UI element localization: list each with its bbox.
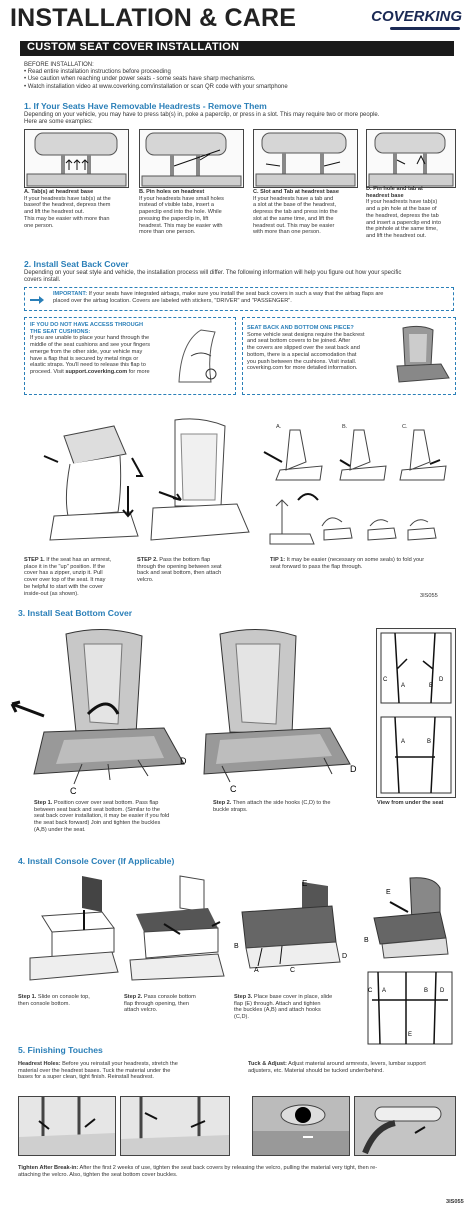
- finishing-text: Adjust material around armrests, levers, lumbar support: [288, 1061, 426, 1067]
- fold-seat-forward-illustration: [262, 490, 454, 552]
- important-text: placed over the airbag location. Covers are labeled with stickers, "DRIVER" and "PASSENGER".: [53, 297, 292, 304]
- buckle-b-label: B: [234, 943, 239, 950]
- headrest-image-a: [24, 129, 129, 188]
- step-text: the buckles (A,B) and attach hooks: [234, 1007, 321, 1014]
- section-1-intro-line: Here are some examples:: [24, 119, 93, 126]
- section-2-heading: 2. Install Seat Back Cover: [24, 259, 129, 269]
- option-b-label: B.: [342, 424, 348, 430]
- no-access-title: THE SEAT CUSHIONS:: [30, 328, 91, 335]
- hook-c-label: C: [290, 967, 296, 974]
- caption-line: the headrest, depress the tab: [366, 212, 439, 219]
- section-2-intro-line: Depending on your seat style and vehicle, the installation process will differ. The following information will help you figure out how your specific: [24, 270, 402, 276]
- caption-line: and a pin hole at the base of: [366, 206, 437, 213]
- doc-code: 3IS055: [420, 593, 438, 599]
- step-text: Pass console bottom: [143, 994, 196, 1000]
- strap-a-label: A: [401, 683, 406, 689]
- step-text: (C,D).: [234, 1014, 249, 1021]
- seat-bottom-step-1: [34, 800, 212, 834]
- caption-b: [139, 189, 249, 236]
- lever-tuck-illustration: [355, 1097, 455, 1155]
- caption-a: [24, 189, 132, 229]
- step-text: seat back cover installation, it may be easier if you fold: [34, 813, 170, 820]
- seat-bottom-step1-illustration: [4, 624, 204, 799]
- caption-c-title: C. Slot and Tab at headrest base: [253, 189, 339, 195]
- step-label: Step 3.: [234, 994, 253, 1000]
- before-item: • Read entire installation instructions before proceeding: [24, 69, 171, 76]
- hook-d-label: D: [350, 764, 357, 774]
- step-text: cover over top of the seat. It may: [24, 577, 106, 584]
- seat-back-step1-illustration: [34, 416, 144, 546]
- flap-e-label: E: [386, 889, 391, 896]
- important-box: [24, 287, 454, 311]
- caption-line: with more than one person.: [253, 229, 321, 236]
- support-link[interactable]: support.coverking.com: [65, 368, 128, 375]
- one-piece-line: Some vehicle seat designs require the backrest: [247, 331, 365, 338]
- console-under-straps-illustration: [366, 970, 454, 1046]
- tighten-label: Tighten After Break-in:: [18, 1165, 79, 1171]
- console-step-1: [18, 994, 118, 1007]
- subtitle: CUSTOM SEAT COVER INSTALLATION: [27, 41, 240, 53]
- seat-back-tip: [270, 557, 456, 570]
- strap-b-label: B: [424, 988, 429, 994]
- step-label: STEP 1.: [24, 557, 45, 563]
- step-label: Step 2.: [124, 994, 143, 1000]
- step-text: then console bottom.: [18, 1000, 70, 1007]
- caption-line: paperclip end into the hole. While: [139, 209, 222, 216]
- step-label: Step 2.: [213, 800, 232, 806]
- tip-label: TIP 1:: [270, 557, 286, 563]
- console-step1-illustration: [22, 872, 122, 982]
- step-label: Step 1.: [18, 994, 37, 1000]
- console-step-2: [124, 994, 232, 1014]
- important-label: IMPORTANT:: [53, 291, 88, 297]
- tip-text: seat forward to pass the flap through.: [270, 563, 363, 570]
- step-label: STEP 2.: [137, 557, 158, 563]
- no-access-line: proceed. Visit: [30, 368, 66, 375]
- step-text: flap (E) through. Attach and tighten: [234, 1000, 321, 1007]
- coverking-logo: COVERKING: [371, 8, 462, 25]
- caption-c: [253, 189, 365, 236]
- caption-line: one person.: [24, 222, 54, 229]
- finishing-text: adjusters, etc. Material should be tucked under/behind.: [248, 1067, 384, 1074]
- headrest-hole-image-1: [18, 1096, 116, 1156]
- headrest-holes-text: [18, 1061, 228, 1081]
- pointing-hand-icon: [29, 291, 45, 307]
- caption-line: instead of visible tabs, insert a: [139, 202, 214, 209]
- option-a-label: A.: [276, 424, 282, 430]
- hook-d-label: D: [180, 756, 187, 766]
- strap-e-label: E: [408, 1032, 413, 1038]
- seat-flap-ring-illustration: [171, 322, 233, 392]
- caption-b-title: B. Pin holes on headrest: [139, 189, 205, 195]
- caption-line: and lift the headrest out.: [366, 232, 427, 239]
- section-5-heading: 5. Finishing Touches: [18, 1045, 103, 1055]
- before-item: • Watch installation video at www.coverking.com/installation or scan QR code with your smartphone: [24, 83, 288, 90]
- caption-line: depress the tab and press into the: [253, 209, 338, 216]
- one-piece-seat-illustration: [391, 322, 453, 390]
- step-text: cover has a zipper, unzip it. Pull: [24, 570, 103, 577]
- section-4-heading: 4. Install Console Cover (If Applicable): [18, 856, 175, 866]
- before-title: BEFORE INSTALLATION:: [24, 62, 94, 68]
- step-text: place it in the "up" position. If the: [24, 563, 106, 570]
- flap-e-label: E: [302, 879, 308, 888]
- slot-tab-illustration: [254, 130, 357, 187]
- page-title: INSTALLATION & CARE: [10, 4, 297, 32]
- step-text: Place base cover in place, slide: [253, 994, 333, 1000]
- armrest-tuck-illustration: [253, 1097, 349, 1155]
- one-piece-line: you push between the cushions. Visit install.: [247, 358, 357, 365]
- headrest-image-d: [366, 129, 456, 188]
- caption-line: headrest out. This may be easier: [253, 222, 335, 229]
- section-1-heading: 1. If Your Seats Have Removable Headrests - Remove Them: [24, 101, 267, 111]
- caption-line: pressing the paperclip in, lift: [139, 215, 209, 222]
- pin-hole-tab-illustration: [367, 130, 455, 187]
- one-piece-line: coverking.com for more detailed information.: [247, 365, 358, 372]
- pin-hole-illustration: [140, 130, 243, 187]
- tuck-image-2: [354, 1096, 456, 1156]
- tighten-text: [18, 1165, 458, 1178]
- no-access-line: for more: [127, 368, 150, 375]
- strap-b-label: B: [427, 739, 432, 745]
- headrest-hole-tuck-illustration: [121, 1097, 229, 1155]
- step-text: If the seat has an armrest,: [46, 557, 112, 563]
- caption-line: baseof the headrest, depress them: [24, 202, 111, 209]
- caption-line: If your headrests have tab(s): [366, 199, 438, 206]
- caption-line: headrest. This may be easier with: [139, 222, 223, 229]
- buckle-b-label: B: [364, 937, 369, 944]
- footer-code: 3IS055: [446, 1199, 464, 1205]
- finishing-text: attaching the velcro. Also, tighten the seat bottom cover buckles.: [18, 1171, 178, 1178]
- step-text: the seat back forward) Join and tighten the buckles: [34, 820, 161, 827]
- headrest-image-b: [139, 129, 244, 188]
- strap-d-label: D: [440, 988, 445, 994]
- section-1-intro-line: Depending on your vehicle, you may have to press tab(s) in, poke a paperclip, or press in a slot. This may require two or more people.: [24, 112, 380, 118]
- important-text: If your seats have integrated airbags, make sure you install the seat back covers in such a way that the airbag flaps are: [88, 291, 384, 297]
- strap-b-label: B: [429, 683, 434, 689]
- under-seat-caption: View from under the seat: [377, 800, 444, 806]
- airbag-flap-options-illustration: [262, 426, 454, 486]
- no-access-box: [24, 317, 236, 395]
- caption-line: If your headrests have small holes: [139, 195, 224, 202]
- console-step2-illustration: [124, 872, 234, 982]
- one-piece-line: and seat bottom covers to be joined. After: [247, 338, 351, 345]
- step-text: Position cover over seat bottom. Pass flap: [53, 800, 159, 806]
- step-text: (A,B) under the seat.: [34, 826, 86, 833]
- section-1-intro: [24, 112, 454, 126]
- step-text: velcro.: [137, 577, 154, 584]
- caption-line: a slot at the base of the headrest,: [253, 202, 337, 209]
- seat-bottom-step2-illustration: [200, 624, 358, 799]
- hook-d-label: D: [342, 953, 348, 960]
- headrest-hole-stretch-illustration: [19, 1097, 115, 1155]
- finishing-text: After the first 2 weeks of use, tighten the seat back covers by releasing the velcro, pulling the material very tight, then re-: [79, 1165, 378, 1171]
- caption-line: If your headrests have tab(s) at the: [24, 195, 111, 202]
- no-access-line: elastic straps. You'll need to release this flap to: [30, 362, 146, 369]
- step-text: buckle straps.: [213, 806, 248, 813]
- option-c-label: C.: [402, 424, 408, 430]
- console-step3-side-illustration: [360, 872, 456, 962]
- no-access-line: If you are unable to place your hand through the: [30, 335, 150, 342]
- step-text: inside-out (as shown).: [24, 590, 79, 597]
- hook-c-label: C: [70, 786, 77, 796]
- logo-swoosh: [390, 27, 460, 30]
- step-text: Then attach the side hooks (C,D) to the: [232, 800, 331, 806]
- caption-line: slot at the same time, and lift the: [253, 215, 334, 222]
- caption-line: the pinhole at the same time,: [366, 226, 438, 233]
- headrest-image-c: [253, 129, 358, 188]
- tuck-adjust-text: [248, 1061, 458, 1074]
- section-2-intro: [24, 270, 454, 284]
- strap-a-label: A: [401, 739, 406, 745]
- tuck-adjust-label: Tuck & Adjust:: [248, 1061, 287, 1067]
- buckle-a-label: A: [254, 967, 259, 974]
- section-2-intro-line: covers install.: [24, 277, 61, 284]
- before-installation: [24, 62, 454, 91]
- caption-line: more than one person.: [139, 229, 196, 236]
- seat-back-step-1: [24, 557, 134, 597]
- caption-line: This may be easier with more than: [24, 215, 110, 222]
- no-access-line: emerge from the other side, your vehicle may: [30, 348, 143, 355]
- step-text: Pass the bottom flap: [159, 557, 211, 563]
- headrest-tabs-illustration: [25, 130, 128, 187]
- under-seat-straps-illustration: [377, 629, 455, 797]
- headrest-hole-image-2: [120, 1096, 230, 1156]
- caption-a-title: A. Tab(s) at headrest base: [24, 189, 94, 195]
- caption-d-title: D. Pin hole and tab at: [366, 186, 423, 192]
- one-piece-box: [242, 317, 456, 395]
- step-text: through the opening between seat: [137, 563, 222, 570]
- strap-d-label: D: [439, 677, 444, 683]
- caption-line: If your headrests have a tab and: [253, 195, 334, 202]
- no-access-line: middle of the seat cushions and see your fingers: [30, 342, 151, 349]
- step-text: be helpful to start with the cover: [24, 583, 103, 590]
- step-text: attach velcro.: [124, 1007, 158, 1014]
- tip-text: It may be easier (necessary on some seals) to fold your: [286, 557, 425, 563]
- strap-c-label: C: [383, 677, 388, 683]
- seat-bottom-step-2: [213, 800, 363, 813]
- strap-a-label: A: [382, 988, 387, 994]
- one-piece-line: bottom, there is a special accomodation that: [247, 351, 357, 358]
- seat-back-step-2: [137, 557, 255, 584]
- step-text: back and seat bottom, then attach: [137, 570, 222, 577]
- under-seat-view: [376, 628, 456, 798]
- no-access-title: IF YOU DO NOT HAVE ACCESS THROUGH: [30, 322, 144, 328]
- subtitle-bar: [20, 41, 454, 56]
- step-label: Step 1.: [34, 800, 53, 806]
- headrest-holes-label: Headrest Holes:: [18, 1061, 61, 1067]
- step-text: Slide on console top,: [37, 994, 90, 1000]
- caption-line: and insert a paperclip end into: [366, 219, 441, 226]
- hook-c-label: C: [230, 784, 237, 794]
- console-step3-illustration: [232, 872, 352, 982]
- before-item: • Use caution when reaching under power seats - some seats have sharp mechanisms.: [24, 76, 256, 83]
- caption-line: and lift the headrest out.: [24, 209, 85, 216]
- tuck-image-1: [252, 1096, 350, 1156]
- no-access-line: have a flap that is secured by metal rings or: [30, 355, 139, 362]
- finishing-text: material over the headrest bases. Tuck the material under the: [18, 1067, 171, 1074]
- console-step-3: [234, 994, 364, 1021]
- caption-d: [366, 186, 458, 240]
- one-piece-title: SEAT BACK AND BOTTOM ONE PIECE?: [247, 325, 354, 331]
- strap-c-label: C: [368, 988, 373, 994]
- step-text: flap through opening, then: [124, 1000, 190, 1007]
- step-text: between seat back and seat bottom. (Similar to the: [34, 806, 160, 813]
- one-piece-line: the covers are slipped over the seat back and: [247, 345, 360, 352]
- section-3-heading: 3. Install Seat Bottom Cover: [18, 608, 133, 618]
- finishing-text: Before you reinstall your headrests, stretch the: [62, 1061, 178, 1067]
- seat-back-step2-illustration: [141, 416, 253, 546]
- finishing-text: bases for a super clean, tight finish. Reinstall headrest.: [18, 1074, 154, 1081]
- caption-d-title: headrest base: [366, 192, 404, 199]
